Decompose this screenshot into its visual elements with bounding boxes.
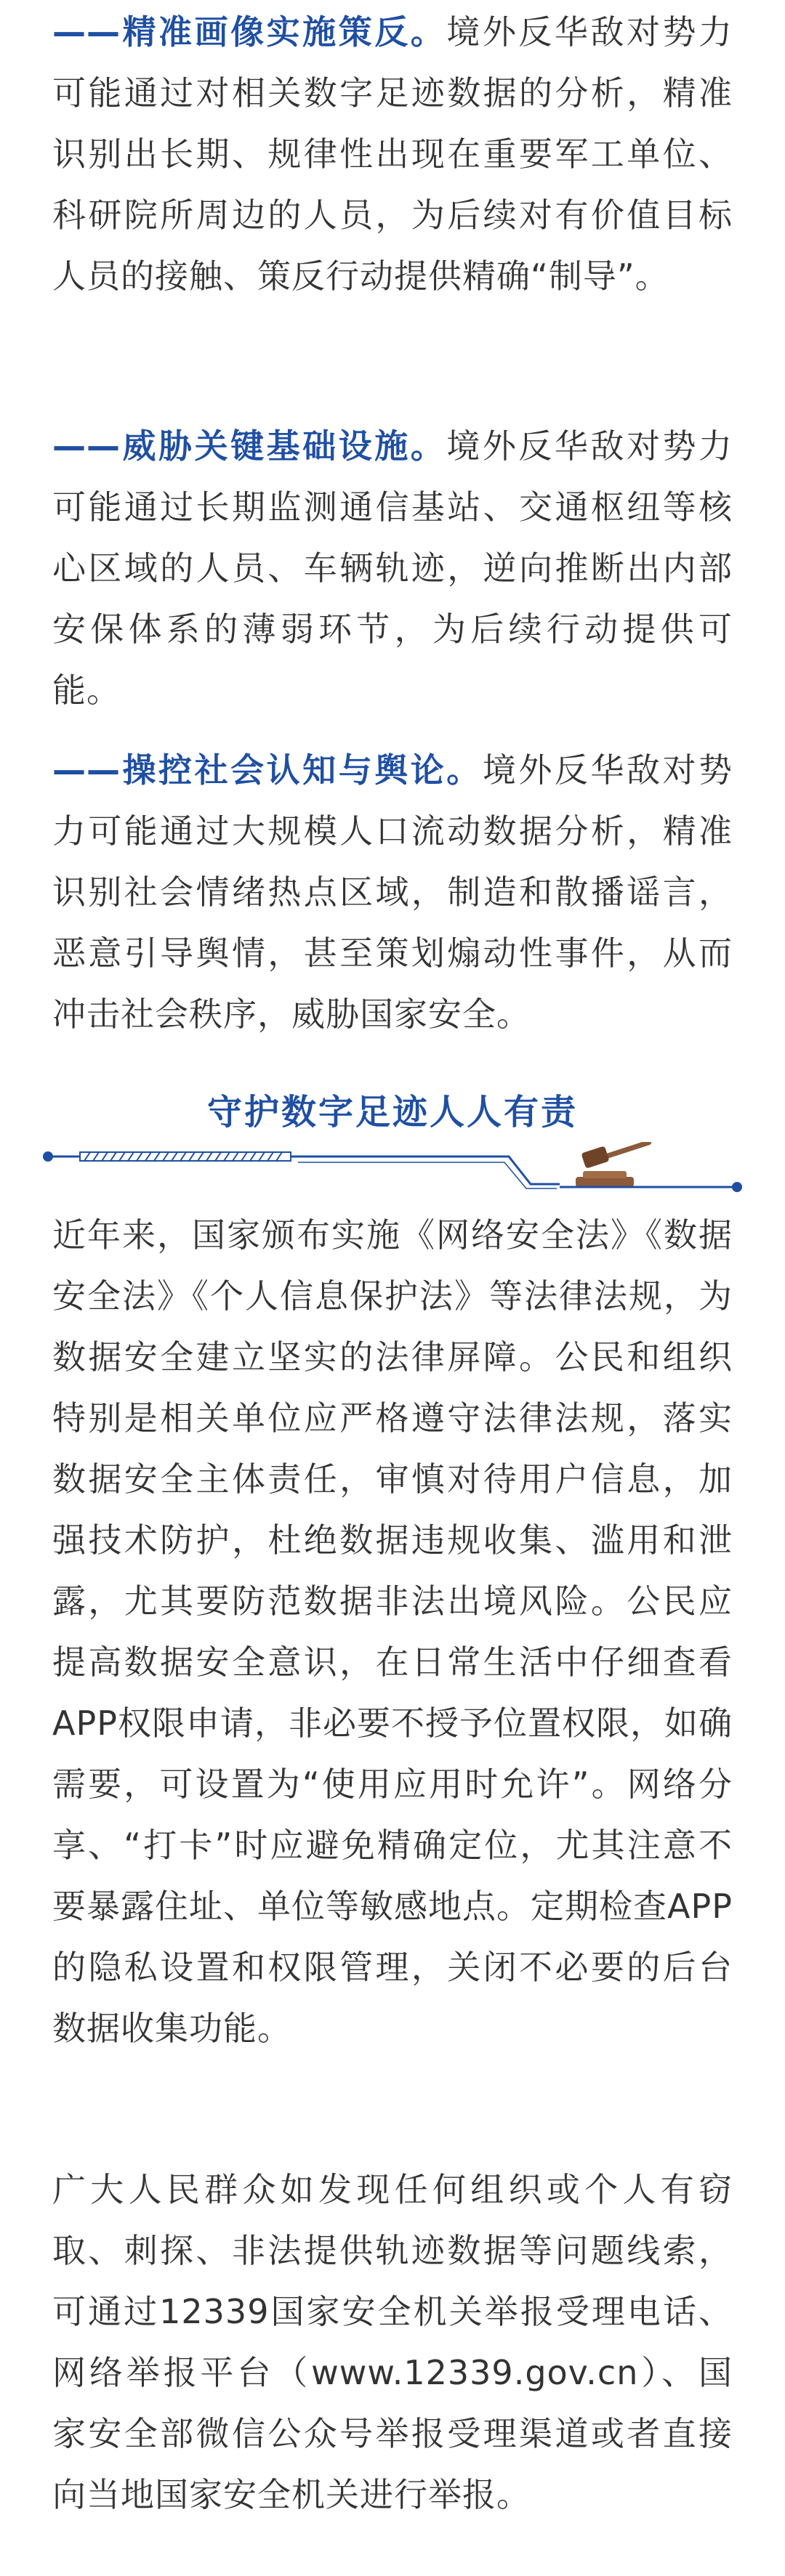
paragraph-body: 境外反华敌对势力可能通过对相关数字足迹数据的分析，精准识别出长期、规律性出现在重要军工单位、科研院所周边的人员，为后续对有价值目标人员的接触、策反行动提供精确“制导”。 [52, 12, 733, 296]
gavel-icon [576, 1142, 652, 1187]
paragraph-lead: ——精准画像实施策反。 [52, 12, 447, 52]
paragraph-lead: ——操控社会认知与舆论。 [52, 750, 483, 790]
divider-right-dot [732, 1182, 742, 1192]
section-title: 守护数字足迹人人有责 [206, 1092, 578, 1133]
section-divider [36, 1142, 749, 1200]
paragraph-laws-and-advice: 近年来，国家颁布实施《网络安全法》《数据安全法》《个人信息保护法》等法律法规，为数据安全建立坚实的法律屏障。公民和组织特别是相关单位应严格遵守法律法规，落实数据安全主体责任，审慎对待用户信息，加强技术防护，杜绝数据违规收集、滥用和泄露，尤其要防范数据非法出境风险。公民应提高数据安全意识，在日常生活中仔细查看APP权限申请，非必要不授予位置权限，如确需要，可设置为“使用应用时允许”。网络分享、“打卡”时应避免精确定位，尤其注意不要暴露住址、单位等敏感地点。定期检查APP的隐私设置和权限管理，关闭不必要的后台数据收集功能。 [52, 1215, 733, 2048]
paragraph-infrastructure-threat [52, 416, 733, 721]
paragraph-precise-profiling [52, 1, 733, 307]
divider-hatched-band [80, 1152, 291, 1161]
divider-left-dot [43, 1151, 53, 1162]
paragraph-body: 境外反华敌对势力可能通过大规模人口流动数据分析，精准识别社会情绪热点区域，制造和散播谣言，恶意引导舆情，甚至策划煽动性事件，从而冲击社会秩序，威胁国家安全。 [52, 750, 733, 1034]
paragraph-body: 境外反华敌对势力可能通过长期监测通信基站、交通枢纽等核心区域的人员、车辆轨迹，逆向推断出内部安保体系的薄弱环节，为后续行动提供可能。 [52, 426, 733, 710]
paragraph-reporting-channels: 广大人民群众如发现任何组织或个人有窃取、刺探、非法提供轨迹数据等问题线索，可通过12339国家安全机关举报受理电话、网络举报平台（www.12339.gov.cn）、国家安全部微信公众号举报受理渠道或者直接向当地国家安全机关进行举报。 [52, 2170, 733, 2514]
paragraph-lead: ——威胁关键基础设施。 [52, 426, 447, 466]
paragraph-public-opinion [52, 740, 733, 1045]
divider-accent-line [298, 1162, 557, 1188]
